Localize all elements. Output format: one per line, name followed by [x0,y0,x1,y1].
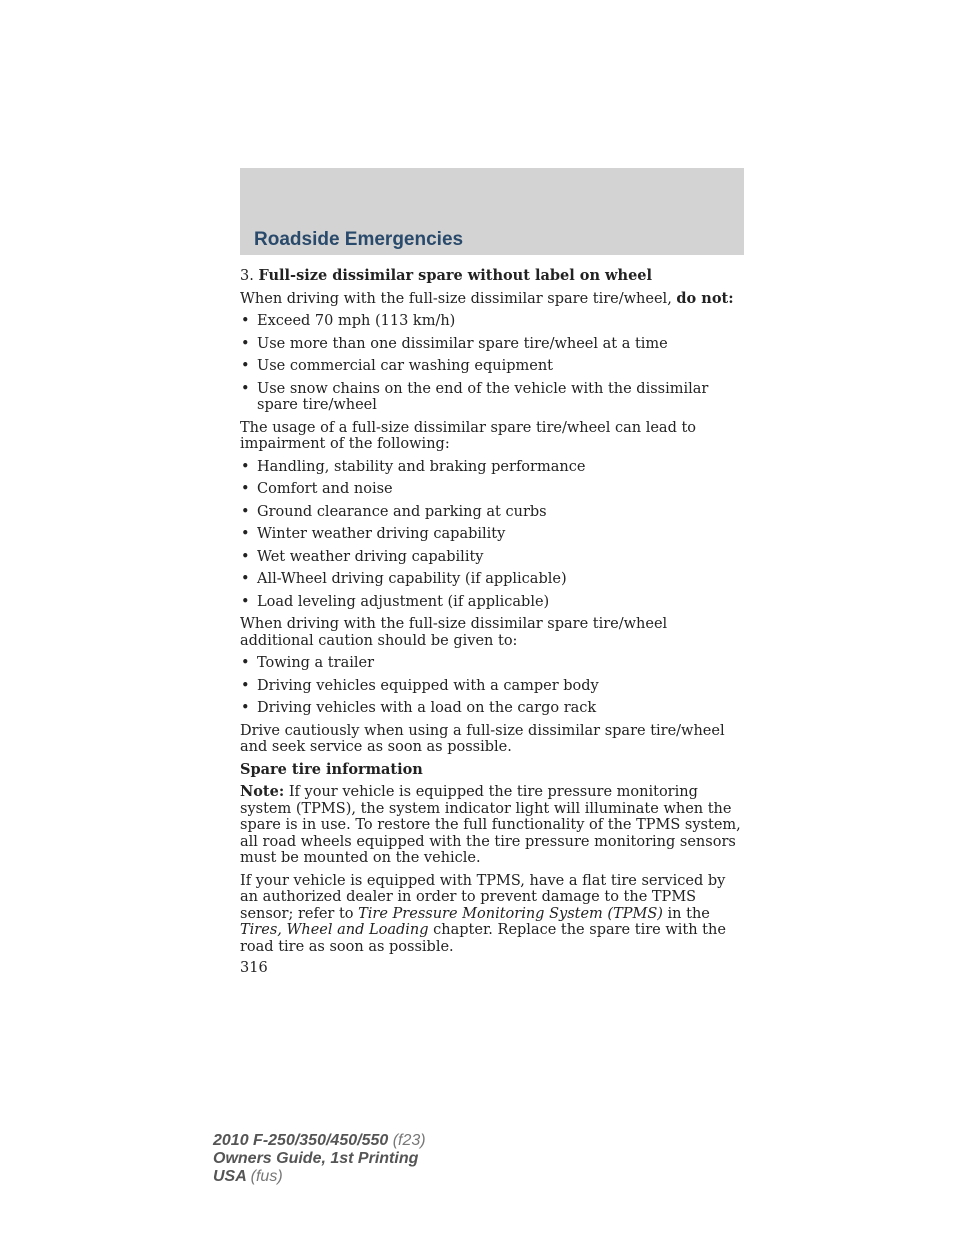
list-item: • Ground clearance and parking at curbs [240,504,744,521]
list-item: • Use commercial car washing equipment [240,358,744,375]
note-paragraph [240,784,744,867]
page-number: 316 [240,960,268,976]
list-item: • Use more than one dissimilar spare tire/wheel at a time [240,336,744,353]
footer-line-2: Owners Guide, 1st Printing [213,1150,419,1167]
item-number: 3. [240,268,254,284]
subheading-text: Spare tire information [240,760,423,778]
donts-intro-bold: do not: [676,289,734,307]
section-title: Roadside Emergencies [254,229,464,250]
list-item: • Exceed 70 mph (113 km/h) [240,313,744,330]
closing-paragraph: Drive cautiously when using a full-size dissimilar spare tire/wheel and seek service as soon as possible. [240,722,725,755]
caution-list [240,655,744,717]
donts-intro-text: When driving with the full-size dissimilar spare tire/wheel, [240,290,672,307]
page-content [240,268,744,961]
list-item: • Handling, stability and braking performance [240,459,744,476]
footer-line-3 [213,1168,426,1186]
chapter-reference: Tires, Wheel and Loading [240,922,429,938]
impairment-list [240,459,744,611]
list-item: • Comfort and noise [240,481,744,498]
footer-model: 2010 F-250/350/450/550 [213,1132,389,1149]
section-header-bar [240,168,744,255]
tpms-reference: Tire Pressure Monitoring System (TPMS) [358,905,663,922]
impairment-intro: The usage of a full-size dissimilar spare tire/wheel can lead to impairment of the following: [240,419,697,452]
list-item: • Load leveling adjustment (if applicable) [240,594,744,611]
note-text: If your vehicle is equipped the tire pressure monitoring system (TPMS), the system indicator light will illuminate when the spare is in use. To restore the full functionality of the TPMS system, all road wheels equipped with the tire pressure monitoring sensors must be mounted on the vehicle. [240,784,741,866]
subheading [240,762,744,779]
footer [213,1132,426,1186]
tpms-text-c: chapter. Replace the spare tire with the road tire as soon as possible. [240,922,726,955]
caution-intro: When driving with the full-size dissimilar spare tire/wheel additional caution should be given to: [240,616,668,649]
list-item: • All-Wheel driving capability (if applicable) [240,571,744,588]
note-label: Note: [240,783,285,800]
list-item: • Wet weather driving capability [240,549,744,566]
list-item: • Winter weather driving capability [240,526,744,543]
footer-line-1 [213,1132,426,1150]
item-heading-text: Full-size dissimilar spare without label on wheel [258,267,653,284]
tpms-paragraph [240,873,744,956]
footer-market-code: (fus) [250,1168,283,1185]
donts-list [240,313,744,414]
list-item: • Driving vehicles with a load on the cargo rack [240,700,744,717]
tpms-text-b: in the [667,905,710,922]
footer-model-code: (f23) [392,1132,426,1149]
list-item: • Driving vehicles equipped with a camper body [240,678,744,695]
list-item: • Use snow chains on the end of the vehicle with the dissimilar spare tire/wheel [240,381,744,414]
donts-intro [240,291,744,308]
item-heading [240,268,744,285]
tpms-text-a: If your vehicle is equipped with TPMS, have a flat tire serviced by an authorized dealer in order to prevent damage to the TPMS sensor; refer to [240,872,726,922]
footer-market: USA [213,1168,247,1185]
list-item: • Towing a trailer [240,655,744,672]
